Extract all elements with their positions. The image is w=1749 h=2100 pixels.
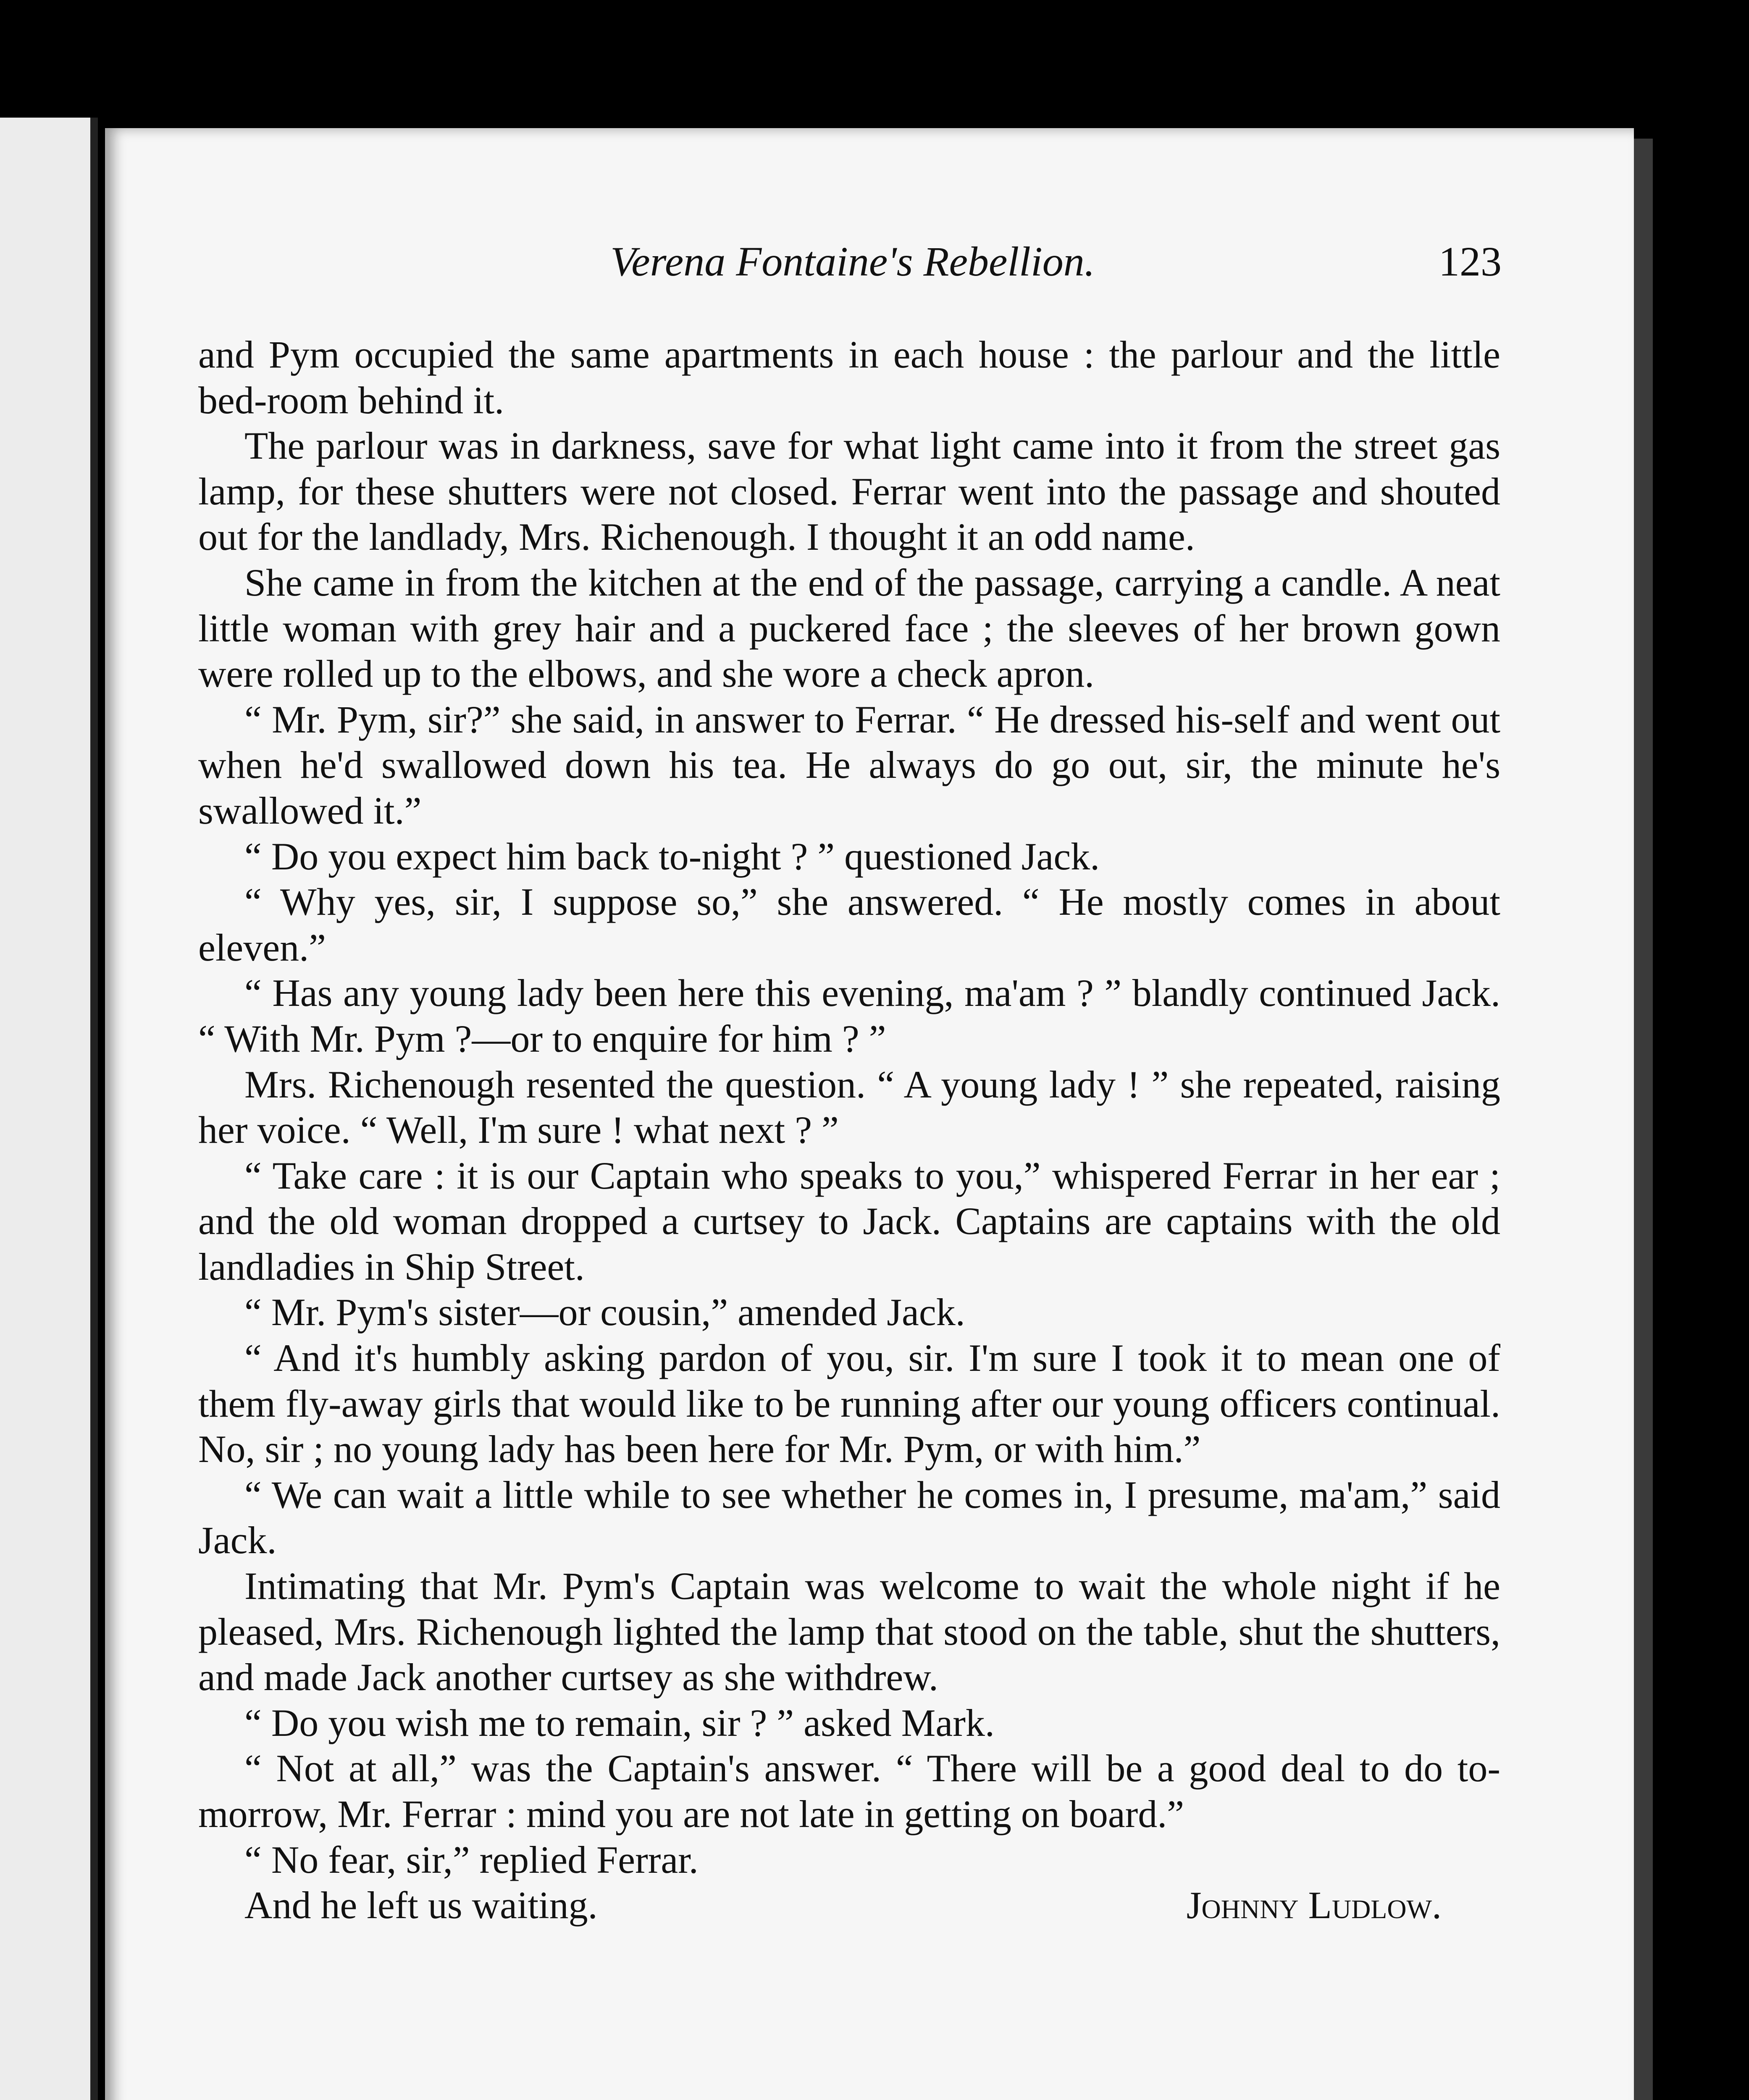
paragraph: “ We can wait a little while to see whether he comes in, I presume, ma'am,” said Jack.	[198, 1473, 1500, 1562]
paragraph: “ Not at all,” was the Captain's answer. “ There will be a good deal to do to-morrow, Mr. Ferrar : mind you are not late in getting on board.”	[198, 1747, 1500, 1835]
running-title: Verena Fontaine's Rebellion.	[610, 238, 1095, 285]
paragraph: “ No fear, sir,” replied Ferrar.	[244, 1838, 699, 1881]
page-header	[204, 237, 1502, 304]
paragraph: and Pym occupied the same apartments in each house : the parlour and the little bed-room behind it.	[198, 333, 1500, 422]
book-page	[105, 128, 1634, 2100]
page-number: 123	[1439, 238, 1502, 285]
paragraph: “ Why yes, sir, I suppose so,” she answered. “ He mostly comes in about eleven.”	[198, 880, 1500, 969]
paragraph: “ Take care : it is our Captain who speaks to you,” whispered Ferrar in her ear ; and the old woman dropped a curtsey to Jack. Captains are captains with the old landladies in Ship Street.	[198, 1154, 1500, 1288]
facing-page-edge	[0, 118, 98, 2100]
paragraph: “ Has any young lady been here this evening, ma'am ? ” blandly continued Jack. “ With Mr. Pym ?—or to enquire for him ? ”	[198, 971, 1500, 1060]
paragraph: “ Do you expect him back to-night ? ” questioned Jack.	[244, 835, 1100, 878]
paragraph: Intimating that Mr. Pym's Captain was welcome to wait the whole night if he pleased, Mrs. Richenough lighted the lamp that stood on the table, shut the shutters, and made Jack another curtsey as she withdrew.	[198, 1564, 1500, 1699]
page-edge-shadow	[1634, 139, 1653, 2100]
paragraph: “ Mr. Pym's sister—or cousin,” amended Jack.	[244, 1291, 965, 1334]
author-signature: Johnny Ludlow.	[1186, 1884, 1442, 1927]
closing-text: And he left us waiting.	[244, 1884, 598, 1927]
paragraph: She came in from the kitchen at the end of the passage, carrying a candle. A neat little woman with grey hair and a puckered face ; the sleeves of her brown gown were rolled up to the elbows, and she wore a check apron.	[198, 561, 1500, 696]
paragraph: “ Do you wish me to remain, sir ? ” asked Mark.	[244, 1701, 995, 1744]
paragraph: “ Mr. Pym, sir?” she said, in answer to Ferrar. “ He dressed his-self and went out when he'd swallowed down his tea. He always do go out, sir, the minute he's swallowed it.”	[198, 698, 1500, 832]
paragraph: The parlour was in darkness, save for what light came into it from the street gas lamp, for these shutters were not closed. Ferrar went into the passage and shouted out for the landlady, Mrs. Richenough. I thought it an odd name.	[198, 424, 1500, 559]
body-text	[198, 332, 1500, 1928]
paragraph: “ And it's humbly asking pardon of you, sir. I'm sure I took it to mean one of them fly-away girls that would like to be running after our young officers continual. No, sir ; no young lady has been here for Mr. Pym, or with him.”	[198, 1336, 1500, 1471]
closing-line	[198, 1882, 1500, 1928]
paragraph: Mrs. Richenough resented the question. “ A young lady ! ” she repeated, raising her voice. “ Well, I'm sure ! what next ? ”	[198, 1063, 1500, 1152]
